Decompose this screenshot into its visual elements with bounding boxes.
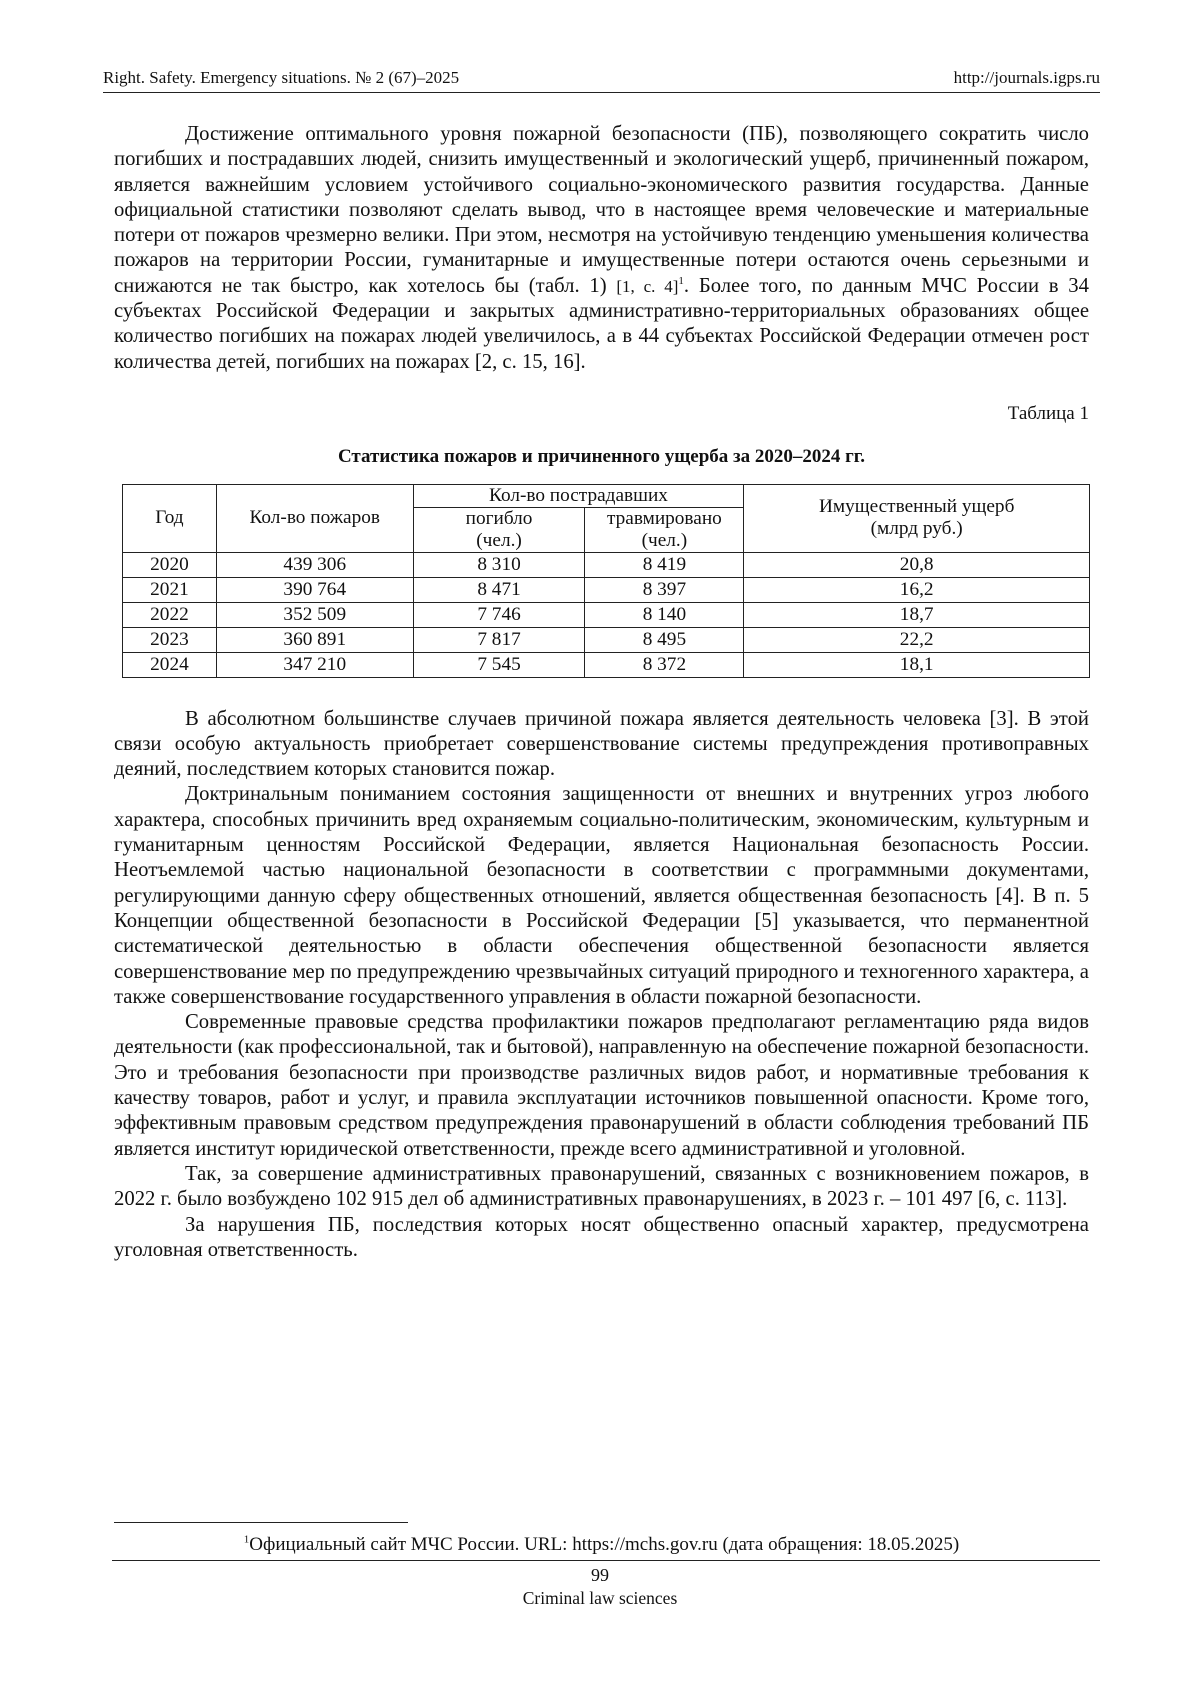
cell-fires: 360 891 (216, 627, 413, 652)
paragraph-1-text-cont: . Более того, по данным МЧС России в 34 субъектах Российской Федерации и закрытых административно-территориальных образованиях общее количество погибших на пожарах людей увеличилось, а в 44 субъектах Российской Федерации отмечен рост количества детей, погибших на пожарах [2, с. 15, 16]. (114, 274, 1089, 373)
paragraph-5: Так, за совершение административных правонарушений, связанных с возникновением пожаров, в 2022 г. было возбуждено 102 915 дел об административных правонарушениях, в 2023 г. – 101 497 [6, с. 113]. (114, 1162, 1089, 1211)
page-number: 99 (591, 1565, 609, 1585)
footnote-text: Официальный сайт МЧС России. URL: https://mchs.gov.ru (дата обращения: 18.05.2025) (249, 1534, 960, 1555)
fire-statistics-table (122, 484, 1090, 678)
footnote-number: 1 (243, 1533, 250, 1546)
header-injured (585, 507, 744, 552)
paragraph-4: Современные правовые средства профилактики пожаров предполагают регламентацию ряда видов деятельности (как профессиональной, так и бытовой), направленную на обеспечение пожарной безопасности. Это и требования безопасности при производстве различных видов работ, и нормативные требования к качеству товаров, работ и услуг, и правила эксплуатации источников повышенной опасности. Кроме того, эффективным правовым средством предупреждения правонарушений в области соблюдения требований ПБ является институт юридической ответственности, прежде всего административной и уголовной. (114, 1011, 1089, 1160)
cell-injured: 8 495 (585, 627, 744, 652)
footnote-marker: 1 (678, 274, 684, 287)
header-injured-line1: травмировано (606, 507, 722, 529)
cell-killed: 7 545 (413, 652, 585, 677)
header-killed-line1: погибло (465, 507, 533, 529)
cell-year: 2020 (123, 552, 217, 577)
table-number: Таблица 1 (1007, 402, 1089, 424)
table-row (123, 627, 1090, 652)
cell-damage: 18,7 (744, 602, 1090, 627)
header-fires: Кол-во пожаров (216, 484, 413, 552)
header-year: Год (123, 484, 217, 552)
cell-injured: 8 419 (585, 552, 744, 577)
cell-killed: 7 746 (413, 602, 585, 627)
cell-injured: 8 397 (585, 577, 744, 602)
cell-fires: 390 764 (216, 577, 413, 602)
table-row (123, 652, 1090, 677)
table-row (123, 602, 1090, 627)
header-url[interactable]: http://journals.igps.ru (953, 68, 1100, 87)
header-killed-line2: (чел.) (476, 529, 522, 551)
cell-damage: 16,2 (744, 577, 1090, 602)
paragraph-6: За нарушения ПБ, последствия которых носят общественно опасный характер, предусмотрена уголовная ответственность. (114, 1213, 1089, 1261)
cell-year: 2022 (123, 602, 217, 627)
cell-year: 2021 (123, 577, 217, 602)
header-damage-line1: Имущественный ущерб (818, 496, 1015, 518)
cell-damage: 22,2 (744, 627, 1090, 652)
paragraph-1-text: Достижение оптимального уровня пожарной безопасности (ПБ), позволяющего сократить число погибших и пострадавших людей, снизить имущественный и экологический ущерб, причиненный пожаром, является важнейшим условием устойчивого социально-экономического развития государства. Данные официальной статистики позволяют сделать вывод, что в настоящее время человеческие и материальные потери от пожаров чрезмерно велики. При этом, несмотря на устойчивую тенденцию уменьшения количества пожаров на территории России, гуманитарные и имущественные потери остаются очень серьезными и снижаются не так быстро, как хотелось бы (табл. 1) (114, 123, 1089, 297)
paragraph-1 (114, 122, 1089, 375)
paragraph-2: В абсолютном большинстве случаев причиной пожара является деятельность человека [3]. В этой связи особую актуальность приобретает совершенствование системы предупреждения противоправных деяний, последствием которых становится пожар. (114, 707, 1089, 781)
cell-damage: 20,8 (744, 552, 1090, 577)
table-row (123, 577, 1090, 602)
running-header (103, 68, 1100, 93)
footer-separator (112, 1560, 1100, 1561)
table-title: Статистика пожаров и причиненного ущерба за 2020–2024 гг. (337, 446, 866, 468)
cell-year: 2024 (123, 652, 217, 677)
footer-journal-section: Criminal law sciences (522, 1588, 678, 1608)
header-victims: Кол-во пострадавших (413, 484, 744, 507)
paragraph-3: Доктринальным пониманием состояния защищенности от внешних и внутренних угроз любого характера, способных причинить вред охраняемым социально-политическим, экономическим, культурным и гуманитарным ценностям Российской Федерации, является Национальная безопасность России. Неотъемлемой частью национальной безопасности в соответствии с программными документами, регулирующими данную сферу общественных отношений, является общественная безопасность [4]. В п. 5 Концепции общественной безопасности в Российской Федерации [5] указывается, что перманентной систематической деятельностью в области обеспечения общественной безопасности является совершенствование мер по предупреждению чрезвычайных ситуаций природного и техногенного характера, а также совершенствование государственного управления в области пожарной безопасности. (114, 783, 1089, 1008)
cell-damage: 18,1 (744, 652, 1090, 677)
cell-fires: 352 509 (216, 602, 413, 627)
cell-year: 2023 (123, 627, 217, 652)
cell-injured: 8 140 (585, 602, 744, 627)
footnote-separator (114, 1522, 408, 1523)
cell-fires: 439 306 (216, 552, 413, 577)
cell-killed: 7 817 (413, 627, 585, 652)
cell-killed: 8 310 (413, 552, 585, 577)
header-damage (744, 484, 1090, 552)
table-row (123, 552, 1090, 577)
header-killed (413, 507, 585, 552)
article-body (114, 122, 1089, 1263)
header-journal-title: Right. Safety. Emergency situations. № 2 (67)–2025 (103, 68, 460, 87)
header-injured-line2: (чел.) (641, 529, 688, 551)
header-damage-line2: (млрд руб.) (870, 518, 963, 540)
cell-injured: 8 372 (585, 652, 744, 677)
citation-ref: [1, с. 4] (616, 276, 679, 296)
cell-fires: 347 210 (216, 652, 413, 677)
footnote (114, 1534, 1089, 1556)
cell-killed: 8 471 (413, 577, 585, 602)
